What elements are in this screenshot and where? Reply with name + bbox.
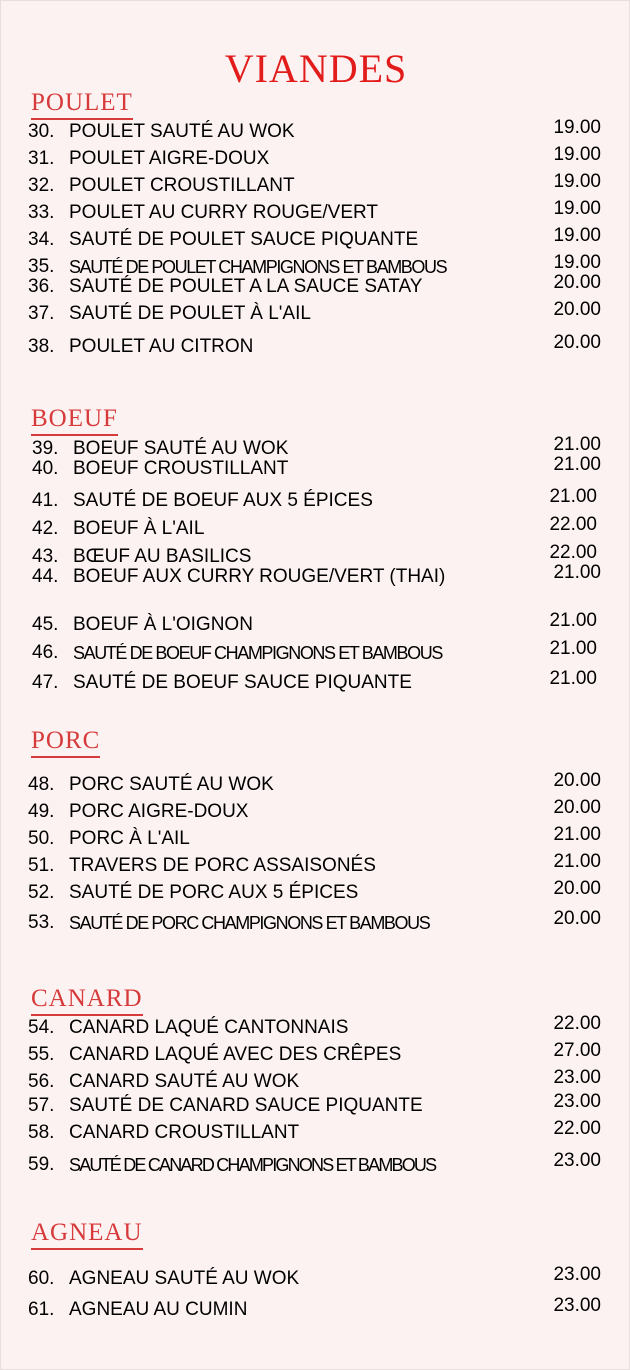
item-number: 50.: [28, 828, 55, 849]
item-price: 21.00: [553, 434, 601, 455]
item-number: 52.: [28, 882, 55, 903]
item-name: CANARD CROUSTILLANT: [69, 1122, 300, 1143]
menu-item: [1, 117, 630, 144]
item-name: PORC SAUTÉ AU WOK: [69, 774, 274, 795]
item-number: 32.: [28, 175, 55, 196]
item-number: 47.: [32, 672, 59, 693]
item-price: 19.00: [553, 171, 601, 192]
item-price: 19.00: [553, 117, 601, 138]
item-price: 22.00: [553, 1013, 601, 1034]
item-number: 35.: [28, 256, 55, 277]
menu-item: [1, 1013, 630, 1040]
item-price: 19.00: [553, 144, 601, 165]
item-number: 55.: [28, 1044, 55, 1065]
item-number: 53.: [28, 912, 55, 933]
item-number: 31.: [28, 148, 55, 169]
menu-item: [1, 272, 630, 299]
item-number: 30.: [28, 121, 55, 142]
item-price: 21.00: [549, 610, 597, 631]
item-number: 51.: [28, 855, 55, 876]
menu-item: [1, 1091, 630, 1118]
item-name: SAUTÉ DE CANARD SAUCE PIQUANTE: [69, 1095, 423, 1116]
menu-item: [1, 514, 630, 541]
item-price: 23.00: [553, 1091, 601, 1112]
item-name: AGNEAU AU CUMIN: [69, 1299, 248, 1320]
item-name: CANARD LAQUÉ CANTONNAIS: [69, 1017, 349, 1038]
item-number: 34.: [28, 229, 55, 250]
item-price: 19.00: [553, 225, 601, 246]
item-number: 59.: [28, 1154, 55, 1175]
item-price: 22.00: [549, 514, 597, 535]
item-name: SAUTÉ DE BOEUF AUX 5 ÉPICES: [73, 490, 373, 511]
item-name: POULET AU CURRY ROUGE/VERT: [69, 202, 379, 223]
item-number: 54.: [28, 1017, 55, 1038]
section-title: POULET: [31, 89, 133, 120]
item-name: SAUTÉ DE PORC CHAMPIGNONS ET BAMBOUS: [69, 913, 430, 933]
menu-item: [1, 1118, 630, 1145]
item-name: SAUTÉ DE CANARD CHAMPIGNONS ET BAMBOUS: [69, 1155, 436, 1175]
item-number: 40.: [32, 458, 59, 479]
section-title: CANARD: [31, 985, 143, 1016]
item-number: 41.: [32, 490, 59, 511]
item-name: BOEUF AUX CURRY ROUGE/VERT (THAI): [73, 566, 446, 587]
menu-item: [1, 824, 630, 851]
item-number: 43.: [32, 546, 59, 567]
item-number: 58.: [28, 1122, 55, 1143]
item-number: 48.: [28, 774, 55, 795]
item-name: AGNEAU SAUTÉ AU WOK: [69, 1268, 300, 1289]
menu-item: [1, 1295, 630, 1322]
item-price: 20.00: [553, 272, 601, 293]
menu-item: [1, 797, 630, 824]
menu-item: [1, 171, 630, 198]
menu-item: [1, 1264, 630, 1291]
item-number: 36.: [28, 276, 55, 297]
menu-item: [1, 908, 630, 935]
item-number: 49.: [28, 801, 55, 822]
item-price: 21.00: [553, 562, 601, 583]
menu-item: [1, 851, 630, 878]
menu-item: [1, 144, 630, 171]
item-price: 20.00: [553, 332, 601, 353]
item-price: 21.00: [553, 824, 601, 845]
menu-item: [1, 668, 630, 695]
menu-item: [1, 299, 630, 326]
item-price: 20.00: [553, 770, 601, 791]
item-name: BOEUF CROUSTILLANT: [73, 458, 289, 479]
menu-item: [1, 225, 630, 252]
item-name: SAUTÉ DE PORC AUX 5 ÉPICES: [69, 882, 359, 903]
item-name: POULET AIGRE-DOUX: [69, 148, 270, 169]
item-price: 19.00: [553, 252, 601, 273]
item-number: 56.: [28, 1071, 55, 1092]
menu-item: [1, 562, 630, 589]
menu-item: [1, 1067, 630, 1094]
menu-item: [1, 638, 630, 665]
item-price: 22.00: [549, 542, 597, 563]
item-number: 39.: [32, 438, 59, 459]
item-name: POULET SAUTÉ AU WOK: [69, 121, 295, 142]
item-price: 22.00: [553, 1118, 601, 1139]
menu-item: [1, 878, 630, 905]
item-name: BOEUF SAUTÉ AU WOK: [73, 438, 289, 459]
item-price: 20.00: [553, 797, 601, 818]
item-price: 19.00: [553, 198, 601, 219]
item-number: 44.: [32, 566, 59, 587]
item-price: 23.00: [553, 1264, 601, 1285]
item-name: CANARD SAUTÉ AU WOK: [69, 1071, 300, 1092]
menu-item: [1, 1040, 630, 1067]
item-name: SAUTÉ DE POULET A LA SAUCE SATAY: [69, 276, 423, 297]
item-price: 20.00: [553, 908, 601, 929]
menu-item: [1, 332, 630, 359]
menu-item: [1, 486, 630, 513]
item-name: BŒUF AU BASILICS: [73, 546, 252, 567]
menu-item: [1, 770, 630, 797]
item-name: POULET CROUSTILLANT: [69, 175, 295, 196]
item-number: 38.: [28, 336, 55, 357]
item-price: 21.00: [549, 668, 597, 689]
menu-item: [1, 198, 630, 225]
item-name: SAUTÉ DE POULET CHAMPIGNONS ET BAMBOUS: [69, 257, 447, 277]
item-name: SAUTÉ DE POULET SAUCE PIQUANTE: [69, 229, 419, 250]
item-number: 37.: [28, 303, 55, 324]
item-name: PORC À L'AIL: [69, 828, 190, 849]
item-name: BOEUF À L'AIL: [73, 518, 205, 539]
section-title: BOEUF: [31, 405, 118, 436]
item-price: 27.00: [553, 1040, 601, 1061]
item-number: 61.: [28, 1299, 55, 1320]
item-number: 46.: [32, 642, 59, 663]
item-price: 23.00: [553, 1067, 601, 1088]
item-number: 45.: [32, 614, 59, 635]
item-price: 23.00: [553, 1295, 601, 1316]
item-name: CANARD LAQUÉ AVEC DES CRÊPES: [69, 1044, 402, 1065]
item-name: BOEUF À L'OIGNON: [73, 614, 253, 635]
item-name: SAUTÉ DE BOEUF SAUCE PIQUANTE: [73, 672, 412, 693]
item-name: SAUTÉ DE BOEUF CHAMPIGNONS ET BAMBOUS: [73, 643, 442, 663]
menu-item: [1, 454, 630, 481]
item-price: 21.00: [549, 638, 597, 659]
item-price: 21.00: [553, 454, 601, 475]
item-price: 21.00: [549, 486, 597, 507]
menu-item: [1, 1150, 630, 1177]
menu-title: VIANDES: [224, 46, 408, 91]
menu-item: [1, 610, 630, 637]
item-number: 57.: [28, 1095, 55, 1116]
section-title: PORC: [31, 727, 100, 758]
item-number: 33.: [28, 202, 55, 223]
item-price: 20.00: [553, 878, 601, 899]
item-name: SAUTÉ DE POULET À L'AIL: [69, 303, 311, 324]
item-name: PORC AIGRE-DOUX: [69, 801, 249, 822]
item-price: 23.00: [553, 1150, 601, 1171]
item-number: 60.: [28, 1268, 55, 1289]
item-name: TRAVERS DE PORC ASSAISONÉS: [69, 855, 376, 876]
section-title: AGNEAU: [31, 1219, 143, 1250]
item-number: 42.: [32, 518, 59, 539]
item-price: 20.00: [553, 299, 601, 320]
item-price: 21.00: [553, 851, 601, 872]
item-name: POULET AU CITRON: [69, 336, 254, 357]
